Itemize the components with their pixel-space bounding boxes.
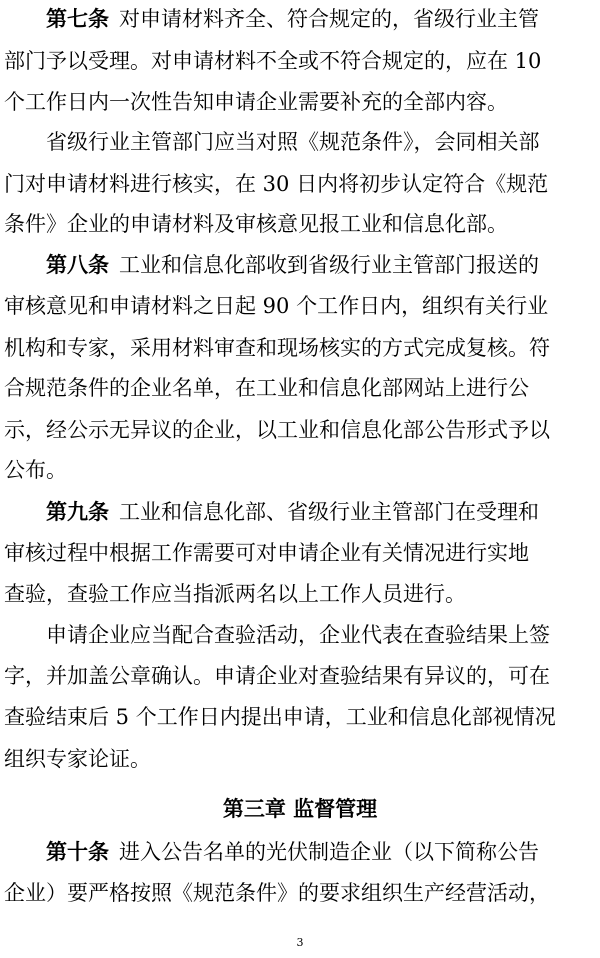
article-9b-line-1: 申请企业应当配合查验活动，企业代表在查验结果上签 (46, 623, 550, 647)
article-8-label: 第八条 (46, 253, 109, 277)
article-10-line-2: 企业）要严格按照《规范条件》的要求组织生产经营活动， (4, 881, 550, 905)
article-9-line-3: 查验，查验工作应当指派两名以上工作人员进行。 (4, 582, 466, 606)
article-8-line-5: 示，经公示无异议的企业，以工业和信息化部公告形式予以 (4, 418, 550, 442)
article-7b-line-1: 省级行业主管部门应当对照《规范条件》，会同相关部 (46, 130, 540, 154)
article-8-line-3: 机构和专家，采用材料审查和现场核实的方式完成复核。符 (4, 336, 550, 360)
article-9b-line-2: 字，并加盖公章确认。申请企业对查验结果有异议的，可在 (4, 664, 550, 688)
article-7-line-1 (46, 7, 539, 31)
article-10-label: 第十条 (46, 840, 109, 864)
article-7-line-2: 部门予以受理。对申请材料不全或不符合规定的，应在 10 (4, 49, 542, 73)
article-7-label: 第七条 (46, 7, 109, 31)
article-10-text-1: 进入公告名单的光伏制造企业（以下简称公告 (119, 840, 539, 864)
article-9-line-1 (46, 500, 539, 524)
article-9b-line-4: 组织专家论证。 (4, 747, 151, 771)
article-7-line-3: 个工作日内一次性告知申请企业需要补充的全部内容。 (4, 90, 508, 114)
page-number: 3 (296, 936, 304, 949)
article-9b-line-3: 查验结束后 5 个工作日内提出申请，工业和信息化部视情况 (4, 705, 556, 729)
article-9-line-2: 审核过程中根据工作需要可对申请企业有关情况进行实地 (4, 541, 529, 565)
article-7-text-1: 对申请材料齐全、符合规定的，省级行业主管 (119, 7, 539, 31)
article-9-text-1: 工业和信息化部、省级行业主管部门在受理和 (119, 500, 539, 524)
article-8-line-6: 公布。 (4, 458, 67, 482)
chapter-3-heading: 第三章 监督管理 (222, 797, 378, 821)
article-8-line-4: 合规范条件的企业名单，在工业和信息化部网站上进行公 (4, 376, 529, 400)
article-7b-line-3: 条件》企业的申请材料及审核意见报工业和信息化部。 (4, 212, 508, 236)
article-9-label: 第九条 (46, 500, 109, 524)
article-8-line-1 (46, 253, 539, 277)
article-10-line-1 (46, 840, 539, 864)
article-8-text-1: 工业和信息化部收到省级行业主管部门报送的 (119, 253, 539, 277)
article-7b-line-2: 门对申请材料进行核实，在 30 日内将初步认定符合《规范 (4, 172, 549, 196)
article-8-line-2: 审核意见和申请材料之日起 90 个工作日内，组织有关行业 (4, 294, 549, 318)
